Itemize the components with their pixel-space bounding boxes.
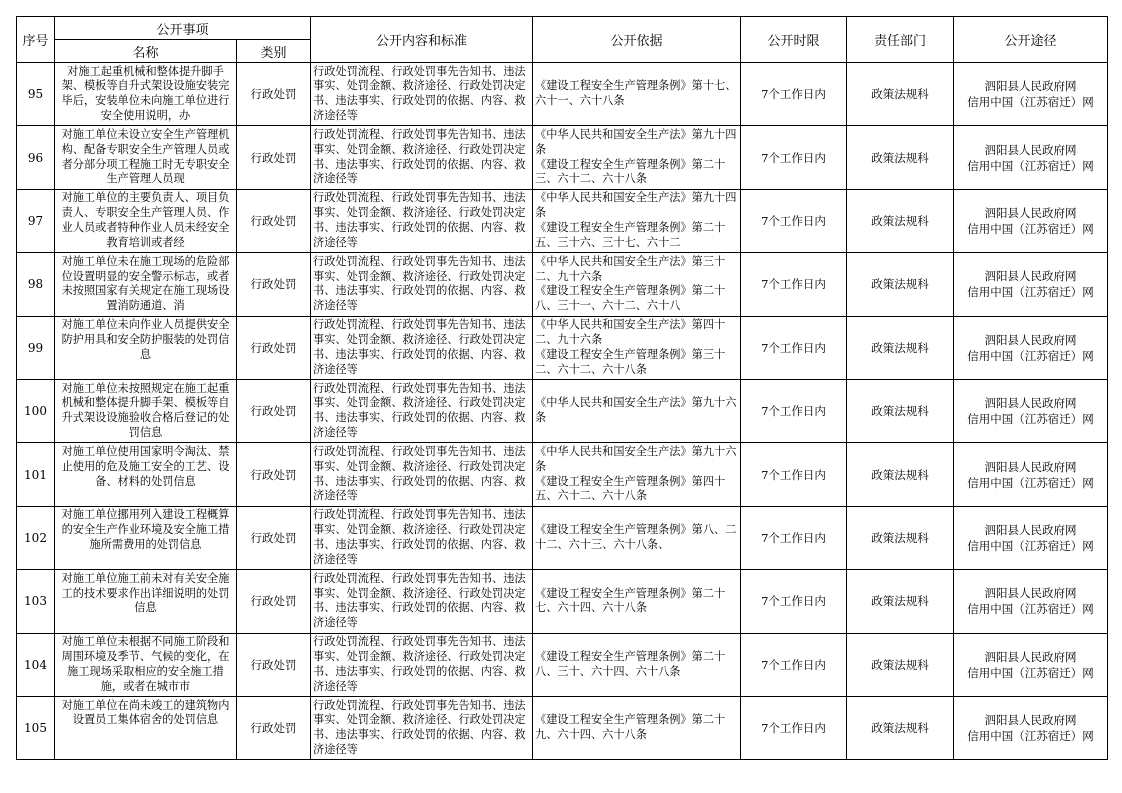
disclosure-channel: [954, 316, 1108, 379]
basis-text: [535, 79, 738, 109]
item-type: 行政处罚: [237, 506, 311, 569]
row-number: 99: [17, 316, 55, 379]
row-number: 98: [17, 253, 55, 316]
row-number: 105: [17, 696, 55, 759]
header-no: 序号: [17, 17, 55, 63]
header-name: 名称: [55, 40, 237, 63]
responsible-dept: 政策法规科: [847, 570, 954, 633]
channel-credit-site: 信用中国（江苏宿迁）网: [967, 665, 1094, 680]
item-name: 对施工单位未按照规定在施工起重机械和整体提升脚手架、模板等自升式架设设施验收合格后登记的处罚信息: [61, 381, 230, 440]
table-row: [17, 696, 1108, 759]
disclosure-channel: [954, 570, 1108, 633]
item-type: 行政处罚: [237, 316, 311, 379]
basis-text: [535, 587, 738, 617]
disclosure-channel: [954, 126, 1108, 189]
item-name: 对施工单位施工前未对有关安全施工的技术要求作出详细说明的处罚信息: [61, 571, 230, 615]
responsible-dept: 政策法规科: [847, 696, 954, 759]
row-number: 95: [17, 63, 55, 126]
responsible-dept: 政策法规科: [847, 379, 954, 442]
row-number: 103: [17, 570, 55, 633]
disclosure-content: 行政处罚流程、行政处罚事先告知书、违法事实、处罚金额、救济途径、行政处罚决定书、违法事实、行政处罚的依据、内容、救济途径等: [313, 508, 526, 566]
disclosure-channel: [954, 379, 1108, 442]
channel-gov-site: 泗阳县人民政府网: [984, 459, 1077, 474]
item-name: 对施工单位未向作业人员提供安全防护用具和安全防护服装的处罚信息: [61, 318, 230, 361]
channel-gov-site: 泗阳县人民政府网: [984, 396, 1077, 411]
channel-gov-site: 泗阳县人民政府网: [984, 332, 1077, 347]
basis-text: [535, 191, 738, 250]
row-number: 97: [17, 189, 55, 252]
row-number: 104: [17, 633, 55, 696]
table-row: [17, 253, 1108, 316]
item-type: 行政处罚: [237, 63, 311, 126]
basis-text: [535, 128, 738, 187]
basis-line: 《建设工程安全生产管理条例》第二十八、三十一、六十二、六十八: [535, 284, 726, 313]
time-limit: 7个工作日内: [741, 379, 847, 442]
channel-gov-site: 泗阳县人民政府网: [984, 649, 1077, 664]
channel-credit-site: 信用中国（江苏宿迁）网: [967, 285, 1094, 300]
time-limit: 7个工作日内: [741, 696, 847, 759]
time-limit: 7个工作日内: [741, 253, 847, 316]
channel-credit-site: 信用中国（江苏宿迁）网: [967, 348, 1094, 363]
disclosure-channel: [954, 253, 1108, 316]
responsible-dept: 政策法规科: [847, 63, 954, 126]
basis-line: 《建设工程安全生产管理条例》第二十五、三十六、三十七、六十二: [535, 221, 726, 249]
time-limit: 7个工作日内: [741, 126, 847, 189]
responsible-dept: 政策法规科: [847, 126, 954, 189]
disclosure-content: 行政处罚流程、行政处罚事先告知书、违法事实、处罚金额、救济途径、行政处罚决定书、违法事实、行政处罚的依据、内容、救济途径等: [313, 571, 526, 630]
channel-gov-site: 泗阳县人民政府网: [984, 713, 1077, 728]
disclosure-content: 行政处罚流程、行政处罚事先告知书、违法事实、处罚金额、救济途径、行政处罚决定书、违法事实、行政处罚的依据、内容、救济途径等: [313, 318, 526, 376]
table-row: [17, 379, 1108, 442]
disclosure-content: 行政处罚流程、行政处罚事先告知书、违法事实、处罚金额、救济途径、行政处罚决定书、违法事实、行政处罚的依据、内容、救济途径等: [313, 64, 526, 123]
basis-line: 《建设工程安全生产管理条例》第二十九、六十四、六十八条: [535, 713, 726, 742]
basis-line: 《建设工程安全生产管理条例》第二十八、三十、六十四、六十八条: [535, 649, 726, 678]
time-limit: 7个工作日内: [741, 316, 847, 379]
basis-text: [535, 650, 738, 680]
basis-text: [535, 713, 738, 743]
time-limit: 7个工作日内: [741, 570, 847, 633]
table-row: [17, 126, 1108, 189]
table-row: [17, 443, 1108, 506]
responsible-dept: 政策法规科: [847, 253, 954, 316]
channel-credit-site: 信用中国（江苏宿迁）网: [967, 602, 1094, 617]
table-body: [17, 63, 1108, 760]
item-type: 行政处罚: [237, 696, 311, 759]
header-basis: 公开依据: [533, 17, 741, 63]
table-row: [17, 633, 1108, 696]
responsible-dept: 政策法规科: [847, 633, 954, 696]
time-limit: 7个工作日内: [741, 633, 847, 696]
basis-text: [535, 318, 738, 377]
basis-line: 《中华人民共和国安全生产法》第九十四条: [535, 128, 737, 156]
disclosure-content: 行政处罚流程、行政处罚事先告知书、违法事实、处罚金额、救济途径、行政处罚决定书、违法事实、行政处罚的依据、内容、救济途径等: [313, 381, 526, 440]
basis-line: 《中华人民共和国安全生产法》第三十二、九十六条: [535, 254, 726, 283]
header-type: 类别: [237, 40, 311, 63]
item-name: 对施工单位的主要负责人、项目负责人、专职安全生产管理人员、作业人员或者特种作业人员未经安全教育培训或者经: [61, 191, 230, 249]
disclosure-content: 行政处罚流程、行政处罚事先告知书、违法事实、处罚金额、救济途径、行政处罚决定书、违法事实、行政处罚的依据、内容、救济途径等: [313, 191, 526, 249]
basis-text: [535, 396, 738, 426]
channel-credit-site: 信用中国（江苏宿迁）网: [967, 158, 1094, 173]
disclosure-channel: [954, 189, 1108, 252]
item-name: 对施工单位未在施工现场的危险部位设置明显的安全警示标志，或者未按照国家有关规定在施工现场设置消防通道、消: [61, 254, 230, 313]
responsible-dept: 政策法规科: [847, 189, 954, 252]
disclosure-channel: [954, 443, 1108, 506]
header-content: 公开内容和标准: [311, 17, 533, 63]
basis-line: 《中华人民共和国安全生产法》第九十六条: [535, 396, 737, 425]
row-number: 96: [17, 126, 55, 189]
time-limit: 7个工作日内: [741, 443, 847, 506]
channel-gov-site: 泗阳县人民政府网: [984, 269, 1077, 284]
channel-gov-site: 泗阳县人民政府网: [984, 522, 1077, 537]
channel-gov-site: 泗阳县人民政府网: [984, 586, 1077, 601]
table-row: [17, 316, 1108, 379]
disclosure-content: 行政处罚流程、行政处罚事先告知书、违法事实、处罚金额、救济途径、行政处罚决定书、违法事实、行政处罚的依据、内容、救济途径等: [313, 635, 526, 693]
disclosure-content: 行政处罚流程、行政处罚事先告知书、违法事实、处罚金额、救济途径、行政处罚决定书、违法事实、行政处罚的依据、内容、救济途径等: [313, 254, 526, 313]
item-name: 对施工单位未根据不同施工阶段和周围环境及季节、气候的变化，在施工现场采取相应的安全施工措施，或者在城市市: [61, 635, 230, 693]
item-name: 对施工单位未设立安全生产管理机构、配备专职安全生产管理人员或者分部分项工程施工时无专职安全生产管理人员现: [61, 128, 230, 186]
header-dept: 责任部门: [847, 17, 954, 63]
basis-text: [535, 523, 738, 553]
channel-credit-site: 信用中国（江苏宿迁）网: [967, 95, 1094, 110]
channel-gov-site: 泗阳县人民政府网: [984, 205, 1077, 220]
responsible-dept: 政策法规科: [847, 506, 954, 569]
basis-line: 《中华人民共和国安全生产法》第九十六条: [535, 445, 737, 473]
item-name: 对施工单位挪用列入建设工程概算的安全生产作业环境及安全施工措施所需费用的处罚信息: [61, 508, 230, 552]
disclosure-content: 行政处罚流程、行政处罚事先告知书、违法事实、处罚金额、救济途径、行政处罚决定书、违法事实、行政处罚的依据、内容、救济途径等: [313, 698, 526, 756]
basis-line: 《中华人民共和国安全生产法》第九十四条: [535, 191, 737, 220]
basis-text: [535, 445, 738, 504]
channel-credit-site: 信用中国（江苏宿迁）网: [967, 729, 1094, 744]
item-name: 对施工起重机械和整体提升脚手架、模板等自升式架设设施安装完毕后，安装单位未向施工单位进行安全使用说明，办: [61, 64, 230, 123]
row-number: 101: [17, 443, 55, 506]
row-number: 102: [17, 506, 55, 569]
table-row: [17, 189, 1108, 252]
item-name: 对施工单位在尚未竣工的建筑物内设置员工集体宿舍的处罚信息: [61, 698, 230, 727]
basis-line: 《中华人民共和国安全生产法》第四十二、九十六条: [535, 318, 726, 347]
channel-credit-site: 信用中国（江苏宿迁）网: [967, 221, 1094, 236]
basis-line: 《建设工程安全生产管理条例》第四十五、六十二、六十八条: [535, 474, 726, 503]
disclosure-channel: [954, 506, 1108, 569]
header-channel: 公开途径: [954, 17, 1108, 63]
header-row-1: [17, 17, 1108, 40]
disclosure-channel: [954, 696, 1108, 759]
header-item-group: 公开事项: [55, 17, 311, 40]
responsible-dept: 政策法规科: [847, 316, 954, 379]
item-type: 行政处罚: [237, 253, 311, 316]
responsible-dept: 政策法规科: [847, 443, 954, 506]
basis-text: [535, 255, 738, 314]
table-row: [17, 63, 1108, 126]
basis-line: 《建设工程安全生产管理条例》第八、二十二、六十三、六十八条、: [535, 523, 737, 551]
item-name: 对施工单位使用国家明令淘汰、禁止使用的危及施工安全的工艺、设备、材料的处罚信息: [61, 445, 230, 488]
item-type: 行政处罚: [237, 189, 311, 252]
table-row: [17, 506, 1108, 569]
time-limit: 7个工作日内: [741, 189, 847, 252]
channel-credit-site: 信用中国（江苏宿迁）网: [967, 475, 1094, 490]
item-type: 行政处罚: [237, 443, 311, 506]
time-limit: 7个工作日内: [741, 506, 847, 569]
row-number: 100: [17, 379, 55, 442]
disclosure-content: 行政处罚流程、行政处罚事先告知书、违法事实、处罚金额、救济途径、行政处罚决定书、违法事实、行政处罚的依据、内容、救济途径等: [313, 445, 526, 503]
item-type: 行政处罚: [237, 126, 311, 189]
channel-credit-site: 信用中国（江苏宿迁）网: [967, 538, 1094, 553]
header-time-limit: 公开时限: [741, 17, 847, 63]
time-limit: 7个工作日内: [741, 63, 847, 126]
channel-gov-site: 泗阳县人民政府网: [984, 79, 1077, 94]
item-type: 行政处罚: [237, 570, 311, 633]
disclosure-channel: [954, 63, 1108, 126]
basis-line: 《建设工程安全生产管理条例》第三十二、六十二、六十八条: [535, 347, 726, 376]
table-row: [17, 570, 1108, 633]
item-type: 行政处罚: [237, 379, 311, 442]
disclosure-channel: [954, 633, 1108, 696]
basis-line: 《建设工程安全生产管理条例》第二十三、六十二、六十八条: [535, 157, 726, 186]
disclosure-table: [16, 16, 1108, 760]
basis-line: 《建设工程安全生产管理条例》第二十七、六十四、六十八条: [535, 586, 726, 615]
basis-line: 《建设工程安全生产管理条例》第十七、六十一、六十八条: [535, 79, 737, 108]
channel-credit-site: 信用中国（江苏宿迁）网: [967, 412, 1094, 427]
disclosure-content: 行政处罚流程、行政处罚事先告知书、违法事实、处罚金额、救济途径、行政处罚决定书、违法事实、行政处罚的依据、内容、救济途径等: [313, 128, 526, 186]
channel-gov-site: 泗阳县人民政府网: [984, 142, 1077, 157]
item-type: 行政处罚: [237, 633, 311, 696]
